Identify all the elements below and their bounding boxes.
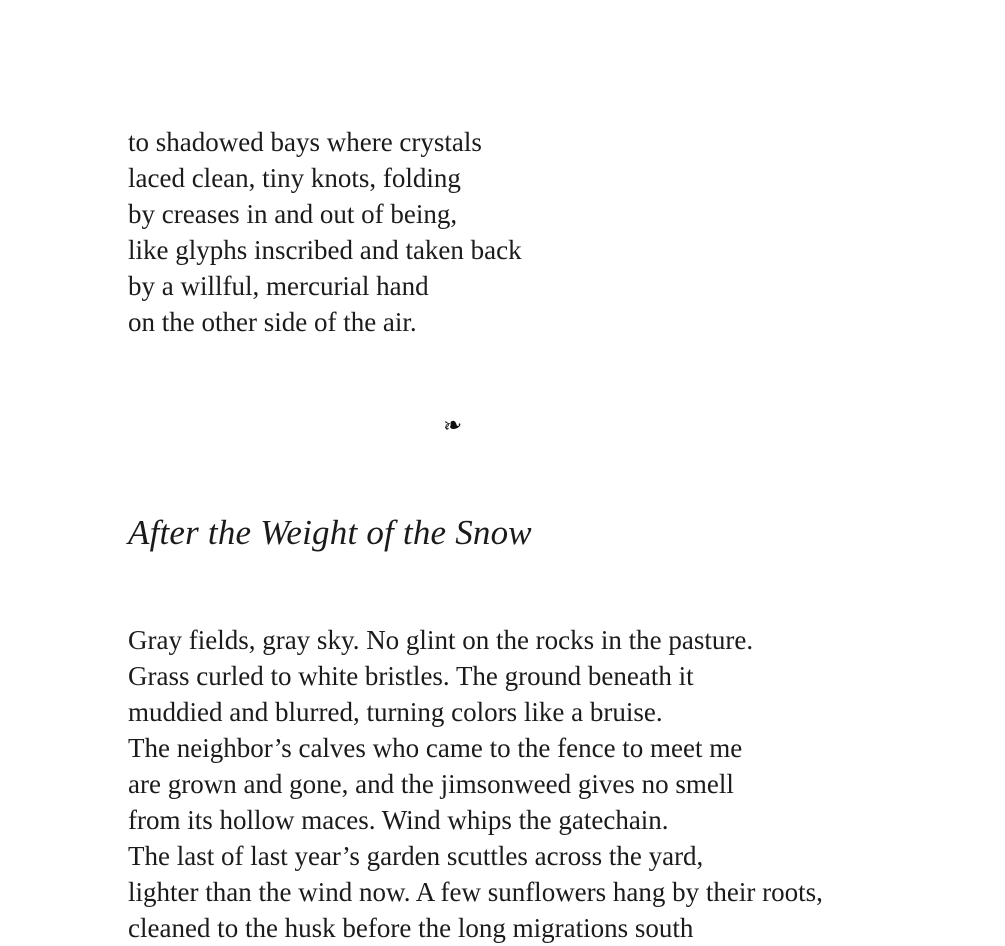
poem-line: laced clean, tiny knots, folding — [128, 163, 461, 193]
poem-line: on the other side of the air. — [128, 307, 417, 337]
poem-line: from its hollow maces. Wind whips the gatechain. — [128, 805, 669, 835]
poem-line: by a willful, mercurial hand — [128, 271, 429, 301]
poem-line: like glyphs inscribed and taken back — [128, 235, 522, 265]
poem-line: Grass curled to white bristles. The ground beneath it — [128, 661, 694, 691]
poem-line: The neighbor’s calves who came to the fence to meet me — [128, 733, 743, 763]
poem-line: are grown and gone, and the jimsonweed gives no smell — [128, 769, 734, 799]
poem-line: Gray fields, gray sky. No glint on the rocks in the pasture. — [128, 625, 754, 655]
poem-line-partial: cleaned to the husk before the long migrations south — [128, 913, 694, 943]
poem-line: by creases in and out of being, — [128, 199, 458, 229]
poem-body-stanza — [128, 622, 823, 946]
poem-line: The last of last year’s garden scuttles across the yard, — [128, 841, 704, 871]
poem-line: to shadowed bays where crystals — [128, 127, 482, 157]
fleuron-icon: ❧ — [441, 411, 464, 441]
poem-title: After the Weight of the Snow — [128, 513, 532, 552]
poem-line: lighter than the wind now. A few sunflowers hang by their roots, — [128, 877, 823, 907]
poem-line: muddied and blurred, turning colors like a bruise. — [128, 697, 663, 727]
section-divider — [128, 408, 777, 444]
previous-poem-ending-stanza — [128, 124, 777, 340]
